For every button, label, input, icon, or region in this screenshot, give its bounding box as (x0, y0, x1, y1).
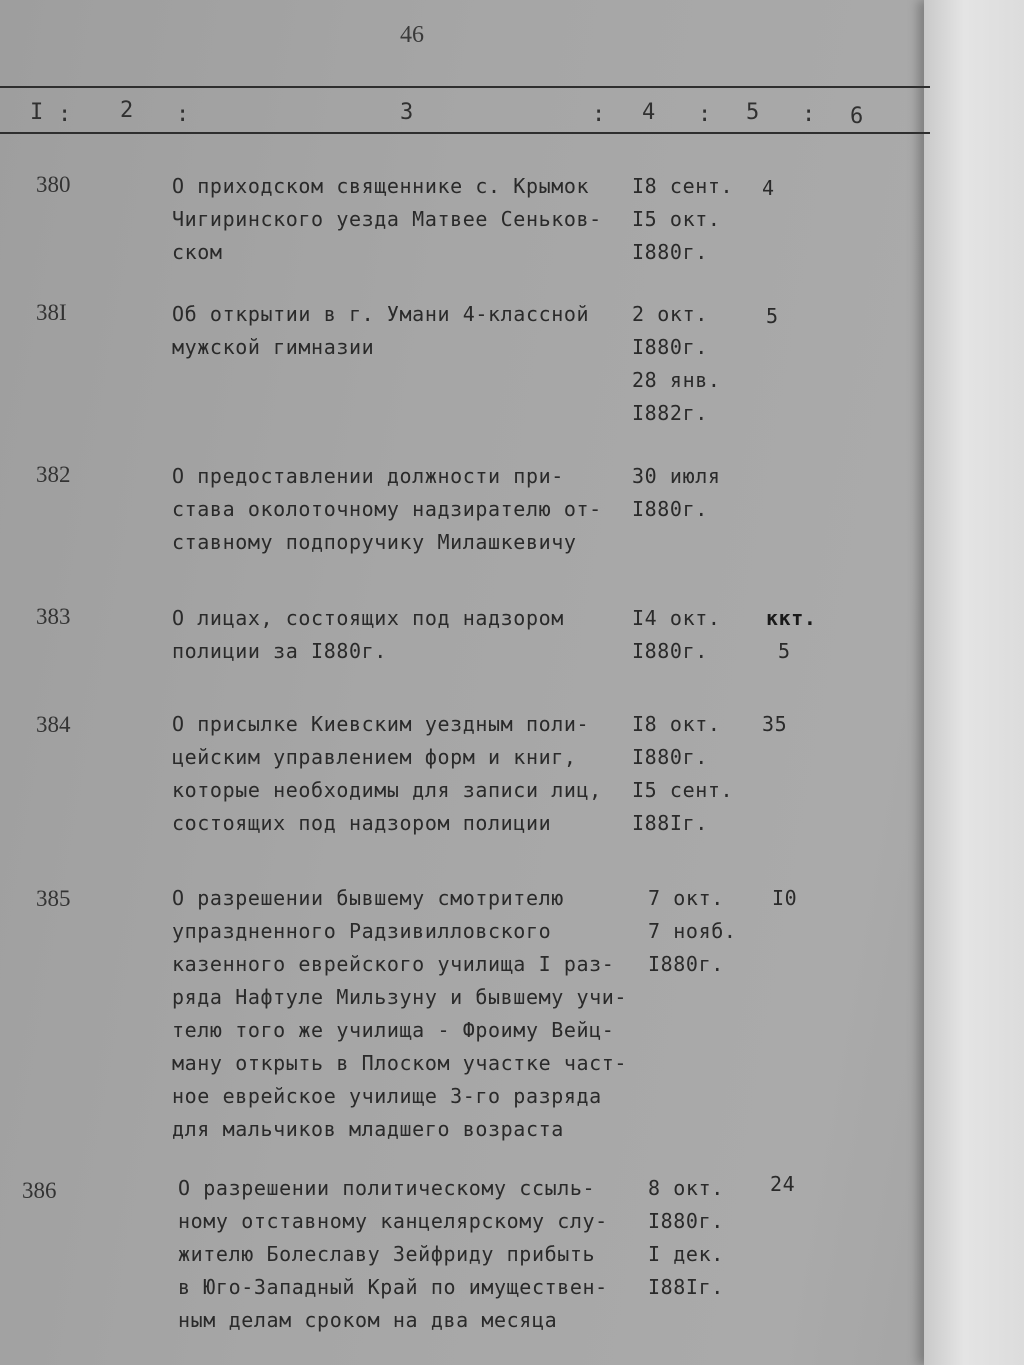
entry-title-line: ряда Нафтуле Мильзуну и бывшему учи- (172, 985, 628, 1009)
entry-date-line: I880г. (632, 639, 708, 663)
column-header-3: 3 (400, 100, 414, 125)
page-number: 46 (400, 22, 424, 48)
entry-date-line: I4 окт. (632, 606, 721, 630)
entry-title-line: О присылке Киевским уездным поли- (172, 712, 590, 736)
column-separator: : (176, 102, 190, 127)
entry-title-line: става околоточному надзирателю от- (172, 497, 602, 521)
column-separator: : (592, 102, 606, 127)
entry-number: 382 (36, 462, 71, 487)
entry-sheet-count: 35 (762, 712, 788, 736)
entry-date-line: I880г. (632, 497, 708, 521)
column-header-2: 2 (120, 98, 134, 123)
entry-title-line: которые необходимы для записи лиц, (172, 778, 602, 802)
entry-date-line: 7 окт. (648, 886, 724, 910)
entry-sheet-count: 5 (766, 304, 779, 328)
entry-sheet-count: 5 (778, 639, 791, 663)
entry-date-line: I5 сент. (632, 778, 734, 802)
entry-date-line: 7 нояб. (648, 919, 737, 943)
entry-date-line: I880г. (632, 335, 708, 359)
entry-title-line: О приходском священнике с. Крымок (172, 174, 590, 198)
entry-number: 38I (36, 300, 67, 325)
entry-date-line: I дек. (648, 1242, 724, 1266)
column-header-4: 4 (642, 100, 656, 125)
entry-title-line: телю того же училища - Фроиму Вейц- (172, 1018, 615, 1042)
column-separator: : (698, 102, 712, 127)
entry-date-line: I88Iг. (648, 1275, 724, 1299)
entry-date-line: I880г. (648, 952, 724, 976)
entry-title-line: упраздненного Радзивилловского (172, 919, 552, 943)
entry-struck-mark: ккт. (766, 606, 817, 630)
entry-date-line: I8 окт. (632, 712, 721, 736)
entry-date-line: I88Iг. (632, 811, 708, 835)
entry-number: 383 (36, 604, 71, 629)
header-bottom-rule (0, 132, 930, 134)
entry-title-line: ману открыть в Плоском участке част- (172, 1051, 628, 1075)
entry-title-line: Чигиринского уезда Матвее Сеньков- (172, 207, 602, 231)
header-top-rule (0, 86, 930, 88)
entry-date-line: 2 окт. (632, 302, 708, 326)
entry-title-line: О лицах, состоящих под надзором (172, 606, 564, 630)
entry-date-line: I880г. (632, 240, 708, 264)
entry-title-line: казенного еврейского училища I раз- (172, 952, 615, 976)
entry-title-line: ное еврейское училище 3-го разряда (172, 1084, 602, 1108)
entry-sheet-count: 4 (762, 176, 775, 200)
entry-title-line: О разрешении бывшему смотрителю (172, 886, 564, 910)
column-header-6: 6 (850, 104, 864, 129)
column-header-5: 5 (746, 100, 760, 125)
entry-title-line: ставному подпоручику Милашкевичу (172, 530, 577, 554)
entry-sheet-count: I0 (772, 886, 798, 910)
entry-title-line: полиции за I880г. (172, 639, 387, 663)
entry-number: 384 (36, 712, 71, 737)
entry-title-line: ному отставному канцелярскому слу- (178, 1209, 608, 1233)
entry-title-line: цейским управлением форм и книг, (172, 745, 577, 769)
entry-title-line: мужской гимназии (172, 335, 375, 359)
entry-title-line: О предоставлении должности при- (172, 464, 564, 488)
entry-date-line: I5 окт. (632, 207, 721, 231)
entry-date-line: 8 окт. (648, 1176, 724, 1200)
column-separator: : (802, 102, 816, 127)
column-separator: : (58, 102, 72, 127)
column-header-1: I (30, 100, 44, 125)
entry-number: 385 (36, 886, 71, 911)
entry-date-line: 30 июля (632, 464, 721, 488)
entry-date-line: I880г. (648, 1209, 724, 1233)
adjacent-sheet-edge (924, 0, 1024, 1365)
entry-title-line: в Юго-Западный Край по имуществен- (178, 1275, 608, 1299)
entry-title-line: ском (172, 240, 223, 264)
entry-date-line: 28 янв. (632, 368, 721, 392)
entry-title-line: О разрешении политическому ссыль- (178, 1176, 596, 1200)
entry-title-line: состоящих под надзором полиции (172, 811, 552, 835)
entry-sheet-count: 24 (770, 1172, 796, 1196)
entry-title-line: ным делам сроком на два месяца (178, 1308, 558, 1332)
entry-title-line: Об открытии в г. Умани 4-классной (172, 302, 590, 326)
entry-title-line: жителю Болеславу Зейфриду прибыть (178, 1242, 596, 1266)
entry-number: 386 (22, 1178, 57, 1203)
entry-date-line: I8 сент. (632, 174, 734, 198)
entry-date-line: I880г. (632, 745, 708, 769)
entry-date-line: I882г. (632, 401, 708, 425)
entry-title-line: для мальчиков младшего возраста (172, 1117, 564, 1141)
entry-number: 380 (36, 172, 71, 197)
